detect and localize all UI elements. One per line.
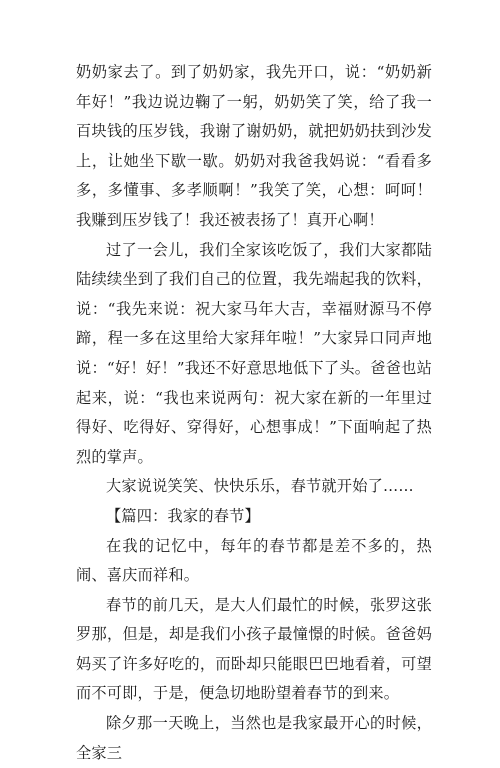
paragraph-days-before: 春节的前几天，是大人们最忙的时候，张罗这张罗那，但是，却是我们小孩子最憧憬的时候。爸爸妈妈买了许多好吃的，而卧却只能眼巴巴地看着，可望而不可即，于是，便急切地盼望着春节的到来。: [76, 595, 432, 703]
paragraph-memory: 在我的记忆中，每年的春节都是差不多的，热闹、喜庆而祥和。: [76, 536, 432, 585]
document-page: [76, 58, 432, 768]
paragraph-grandma-visit: 奶奶家去了。到了奶奶家，我先开口，说：“奶奶新年好！”我边说边鞠了一躬，奶奶笑了笑，给了我一百块钱的压岁钱，我谢了谢奶奶，就把奶奶扶到沙发上，让她坐下歇一歇。奶奶对我爸我妈说：“看看多多，多懂事、多孝顺啊！”我笑了笑，心想：呵呵！我赚到压岁钱了！我还被表扬了！真开心啊！: [76, 63, 432, 229]
paragraph-family-dinner: 过了一会儿，我们全家该吃饭了，我们大家都陆陆续续坐到了我们自己的位置，我先端起我的饮料，说：“我先来说：祝大家马年大吉，幸福财源马不停蹄，程一多在这里给大家拜年啦！”大家异口同声地说：“好！好！”我还不好意思地低下了头。爸爸也站起来，说：“我也来说两句：祝大家在新的一年里过得好、吃得好、穿得好，心想事成！”下面响起了热烈的掌声。: [76, 240, 432, 466]
paragraph-spring-festival-begins: 大家说说笑笑、快快乐乐，春节就开始了……: [106, 477, 414, 496]
paragraph-new-years-eve: 除夕那一天晚上，当然也是我家最开心的时候，全家三: [76, 714, 432, 762]
section-title: 【篇四：我家的春节】: [106, 506, 260, 525]
